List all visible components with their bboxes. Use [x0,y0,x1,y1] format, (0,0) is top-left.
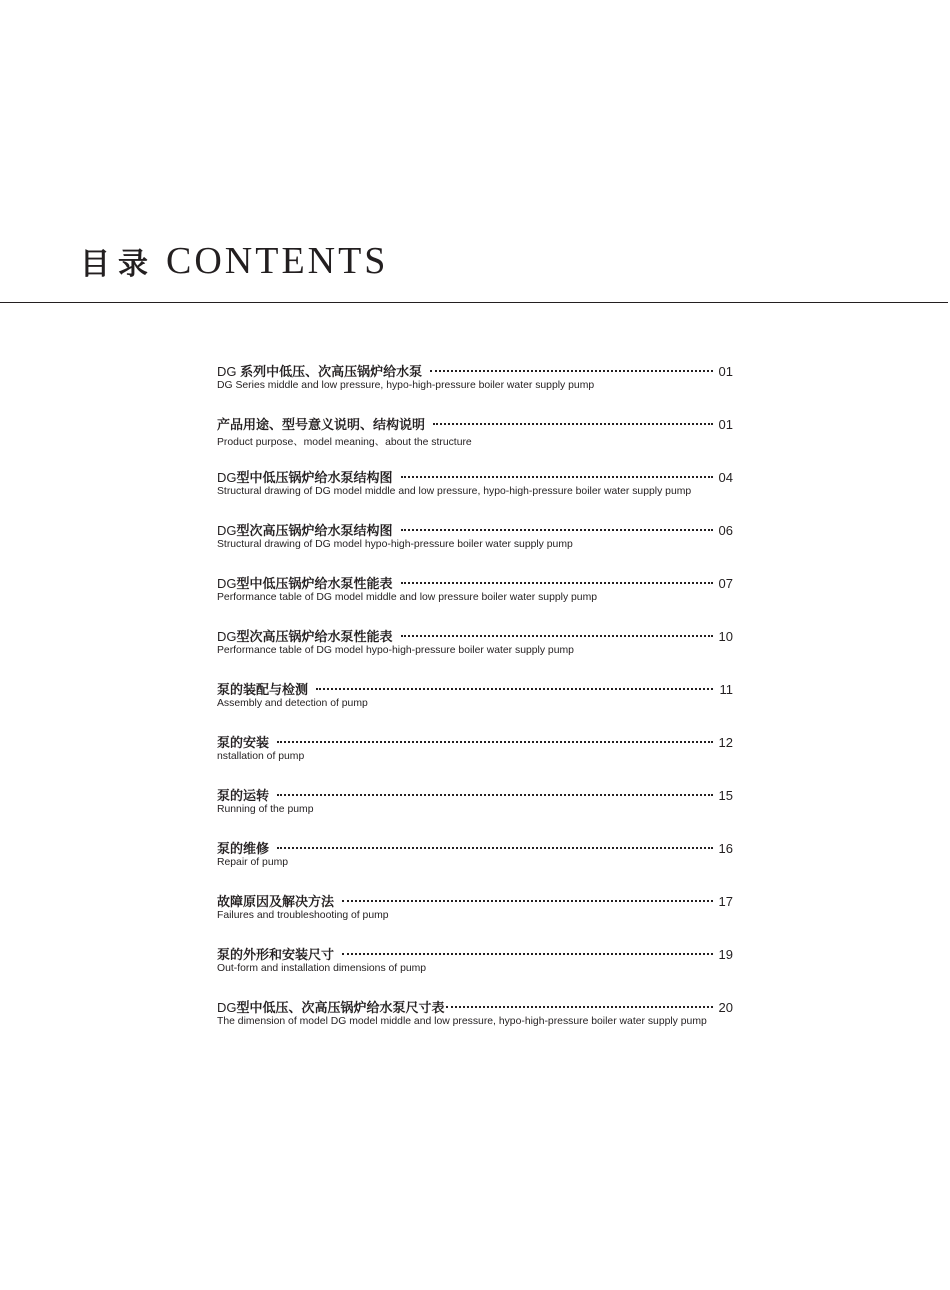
toc-entry-subtitle: Out-form and installation dimensions of pump [217,963,427,974]
toc-entry-subtitle: Performance table of DG model hypo-high-pressure boiler water supply pump [217,645,574,656]
toc-dot-leader [433,423,713,425]
toc-entry-title [217,732,269,751]
toc-entry-title-prefix: DG [217,523,237,538]
toc-entry-title-text: 系列中低压、次高压锅炉给水泵 [236,364,423,379]
toc-dot-leader [316,688,713,690]
toc-entry-title [217,626,393,645]
toc-page-number: 10 [718,629,733,644]
toc-entry[interactable] [217,626,733,679]
toc-entry-subtitle: Repair of pump [217,857,289,868]
toc-entry-title-text: 产品用途、型号意义说明、结构说明 [217,417,426,432]
toc-entry-subtitle: Failures and troubleshooting of pump [217,910,389,921]
toc-entry-title-text: 型次高压锅炉给水泵性能表 [236,629,393,644]
toc-entry-title [217,997,445,1016]
toc-dot-leader [446,1006,713,1008]
toc-dot-leader [277,741,713,743]
toc-entry[interactable] [217,520,733,573]
toc-page-number: 04 [718,470,733,485]
toc-entry-title [217,838,269,857]
toc-entry-subtitle: The dimension of model DG model middle and low pressure, hypo-high-pressure boiler water supply pump [217,1016,707,1027]
toc-page-number: 07 [718,576,733,591]
toc-entry-subtitle: DG Series middle and low pressure, hypo-high-pressure boiler water supply pump [217,380,595,391]
toc-entry-subtitle: Structural drawing of DG model middle and low pressure, hypo-high-pressure boiler water supply pump [217,486,692,497]
page-title-chinese: 目录 [80,247,156,282]
toc-dot-leader [277,847,713,849]
toc-entry[interactable] [217,679,733,732]
toc-heading-line [217,679,733,698]
toc-dot-leader [401,476,713,478]
toc-heading-line [217,414,733,433]
toc-entry-title [217,467,393,486]
toc-entry[interactable] [217,997,733,1050]
toc-heading-line [217,838,733,857]
toc-page-number: 12 [718,735,733,750]
toc-entry-title-text: 泵的安装 [217,735,270,750]
toc-entry-title-text: 型中低压锅炉给水泵结构图 [236,470,393,485]
toc-entry-subtitle: Performance table of DG model middle and low pressure boiler water supply pump [217,592,598,603]
toc-entry[interactable] [217,732,733,785]
toc-page-number: 06 [718,523,733,538]
page-title-english: CONTENTS [166,240,389,282]
toc-heading-line [217,944,733,963]
toc-entry-title-text: 故障原因及解决方法 [217,894,335,909]
toc-page-number: 16 [718,841,733,856]
table-of-contents [217,361,733,1050]
toc-page-number: 19 [718,947,733,962]
toc-page-number: 17 [718,894,733,909]
toc-entry[interactable] [217,467,733,520]
toc-entry[interactable] [217,414,733,467]
toc-entry[interactable] [217,573,733,626]
toc-entry-title [217,785,269,804]
toc-heading-line [217,361,733,380]
toc-entry-title-text: 型次高压锅炉给水泵结构图 [236,523,393,538]
toc-entry[interactable] [217,785,733,838]
toc-entry-title-text: 泵的运转 [217,788,270,803]
toc-page-number: 11 [719,682,733,697]
toc-heading-line [217,997,733,1016]
toc-entry-title [217,944,334,963]
toc-entry-title-text: 泵的外形和安装尺寸 [217,947,335,962]
toc-entry-title-prefix: DG [217,470,237,485]
toc-heading-line [217,520,733,539]
toc-dot-leader [430,370,713,372]
toc-entry-title-prefix: DG [217,364,237,379]
toc-entry-title-text: 泵的装配与检测 [217,682,309,697]
toc-entry-title [217,891,334,910]
toc-heading-line [217,573,733,592]
toc-dot-leader [342,953,713,955]
toc-entry[interactable] [217,944,733,997]
toc-entry-title-text: 型中低压、次高压锅炉给水泵尺寸表 [236,1000,445,1015]
toc-entry-subtitle: Assembly and detection of pump [217,698,368,709]
toc-page-number: 01 [718,417,733,432]
toc-entry-subtitle: Running of the pump [217,804,314,815]
toc-entry-title [217,573,393,592]
toc-entry-subtitle: Structural drawing of DG model hypo-high-pressure boiler water supply pump [217,539,573,550]
header-divider [0,302,948,303]
toc-dot-leader [401,635,713,637]
toc-entry-title-prefix: DG [217,1000,237,1015]
toc-entry-title-text: 泵的维修 [217,841,270,856]
toc-heading-line [217,626,733,645]
page-header [80,236,388,286]
toc-heading-line [217,785,733,804]
toc-entry[interactable] [217,838,733,891]
toc-entry-title-prefix: DG [217,576,237,591]
toc-entry-title-prefix: DG [217,629,237,644]
toc-dot-leader [401,529,713,531]
toc-entry-title [217,679,308,698]
toc-entry-title [217,361,422,380]
toc-entry-title [217,414,425,433]
toc-dot-leader [401,582,713,584]
toc-page-number: 20 [718,1000,733,1015]
toc-entry-title [217,520,393,539]
toc-entry-subtitle: nstallation of pump [217,751,305,762]
toc-page-number: 01 [718,364,733,379]
toc-entry-subtitle: Product purpose、model meaning、about the structure [217,437,472,448]
toc-entry[interactable] [217,891,733,944]
toc-heading-line [217,467,733,486]
toc-heading-line [217,891,733,910]
toc-dot-leader [342,900,713,902]
toc-dot-leader [277,794,713,796]
toc-page-number: 15 [718,788,733,803]
toc-entry[interactable] [217,361,733,414]
toc-heading-line [217,732,733,751]
toc-entry-title-text: 型中低压锅炉给水泵性能表 [236,576,393,591]
